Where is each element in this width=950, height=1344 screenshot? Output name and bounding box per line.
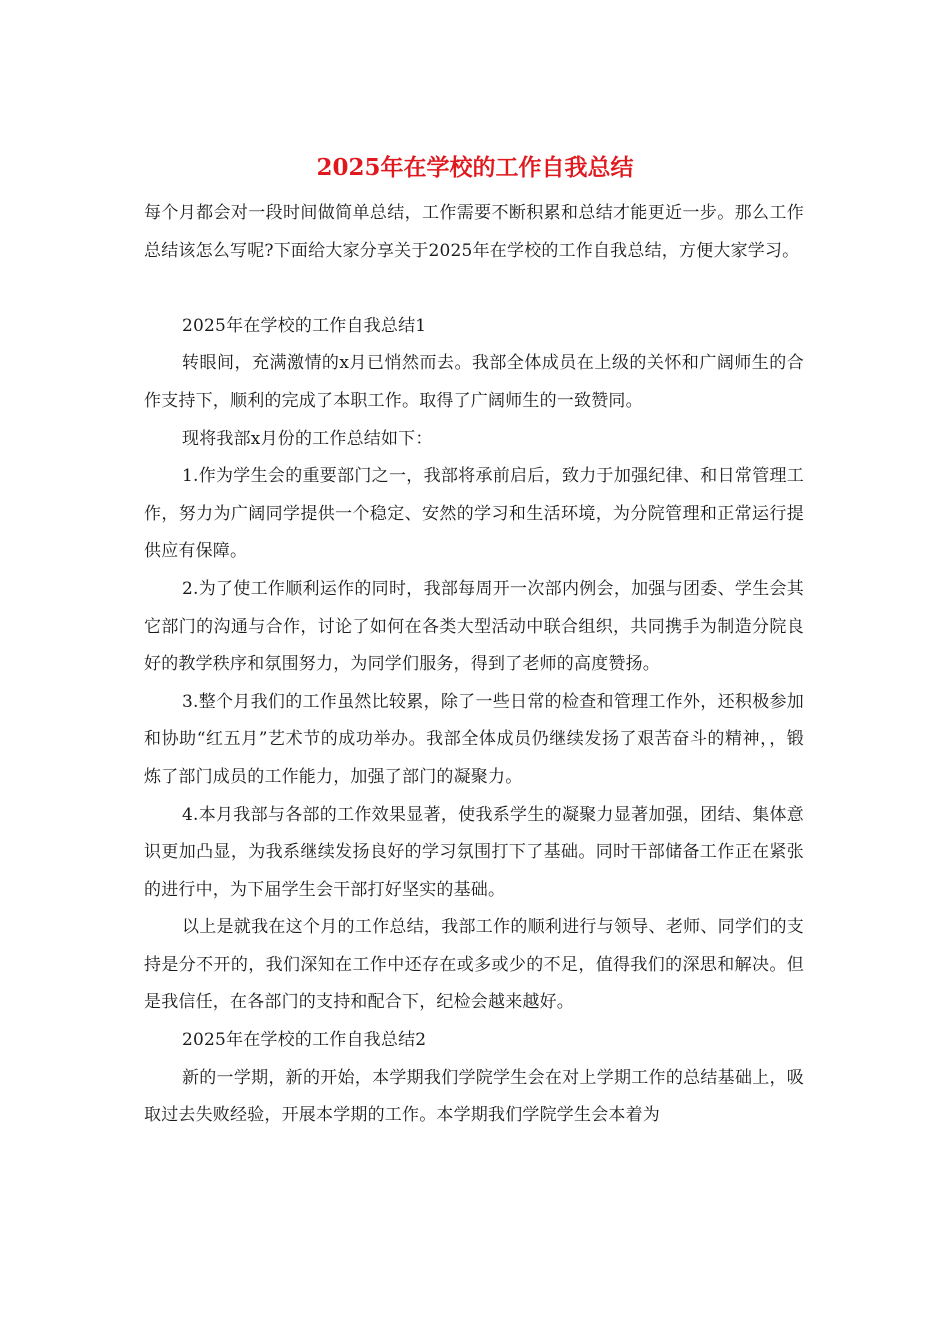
paragraph: 新的一学期，新的开始，本学期我们学院学生会在对上学期工作的总结基础上，吸取过去失败经验，开展本学期的工作。本学期我们学院学生会本着为 <box>144 1067 804 1126</box>
paragraph: 以上是就我在这个月的工作总结，我部工作的顺利进行与领导、老师、同学们的支持是分不开的，我们深知在工作中还存在或多或少的不足，值得我们的深思和解决。但是我信任，在各部门的支持和配合下，纪检会越来越好。 <box>144 917 804 1013</box>
paragraph: 1.作为学生会的重要部门之一，我部将承前启后，致力于加强纪律、和日常管理工作，努力为广阔同学提供一个稳定、安然的学习和生活环境，为分院管理和正常运行提供应有保障。 <box>144 466 804 562</box>
paragraph: 现将我部x月份的工作总结如下： <box>182 428 433 449</box>
intro-paragraph: 每个月都会对一段时间做简单总结，工作需要不断积累和总结才能更近一步。那么工作总结该怎么写呢?下面给大家分享关于2025年在学校的工作自我总结，方便大家学习。 <box>144 203 804 261</box>
paragraph: 3.整个月我们的工作虽然比较累，除了一些日常的检查和管理工作外，还积极参加和协助“红五月”艺术节的成功举办。我部全体成员仍继续发扬了艰苦奋斗的精神，，锻炼了部门成员的工作能力，加强了部门的凝聚力。 <box>144 691 804 787</box>
section-heading-2: 2025年在学校的工作自我总结2 <box>182 1030 427 1051</box>
section-heading-1: 2025年在学校的工作自我总结1 <box>182 315 427 336</box>
document-title: 2025年在学校的工作自我总结 <box>316 154 634 181</box>
document-body <box>144 195 804 1135</box>
paragraph: 转眼间，充满激情的x月已悄然而去。我部全体成员在上级的关怀和广阔师生的合作支持下，顺利的完成了本职工作。取得了广阔师生的一致赞同。 <box>144 353 804 411</box>
paragraph: 4.本月我部与各部的工作效果显著，使我系学生的凝聚力显著加强，团结、集体意识更加凸显，为我系继续发扬良好的学习氛围打下了基础。同时干部储备工作正在紧张的进行中，为下届学生会干部打好坚实的基础。 <box>144 804 804 900</box>
paragraph: 2.为了使工作顺利运作的同时，我部每周开一次部内例会，加强与团委、学生会其它部门的沟通与合作，讨论了如何在各类大型活动中联合组织，共同携手为制造分院良好的教学秩序和氛围努力，为同学们服务，得到了老师的高度赞扬。 <box>144 578 804 675</box>
